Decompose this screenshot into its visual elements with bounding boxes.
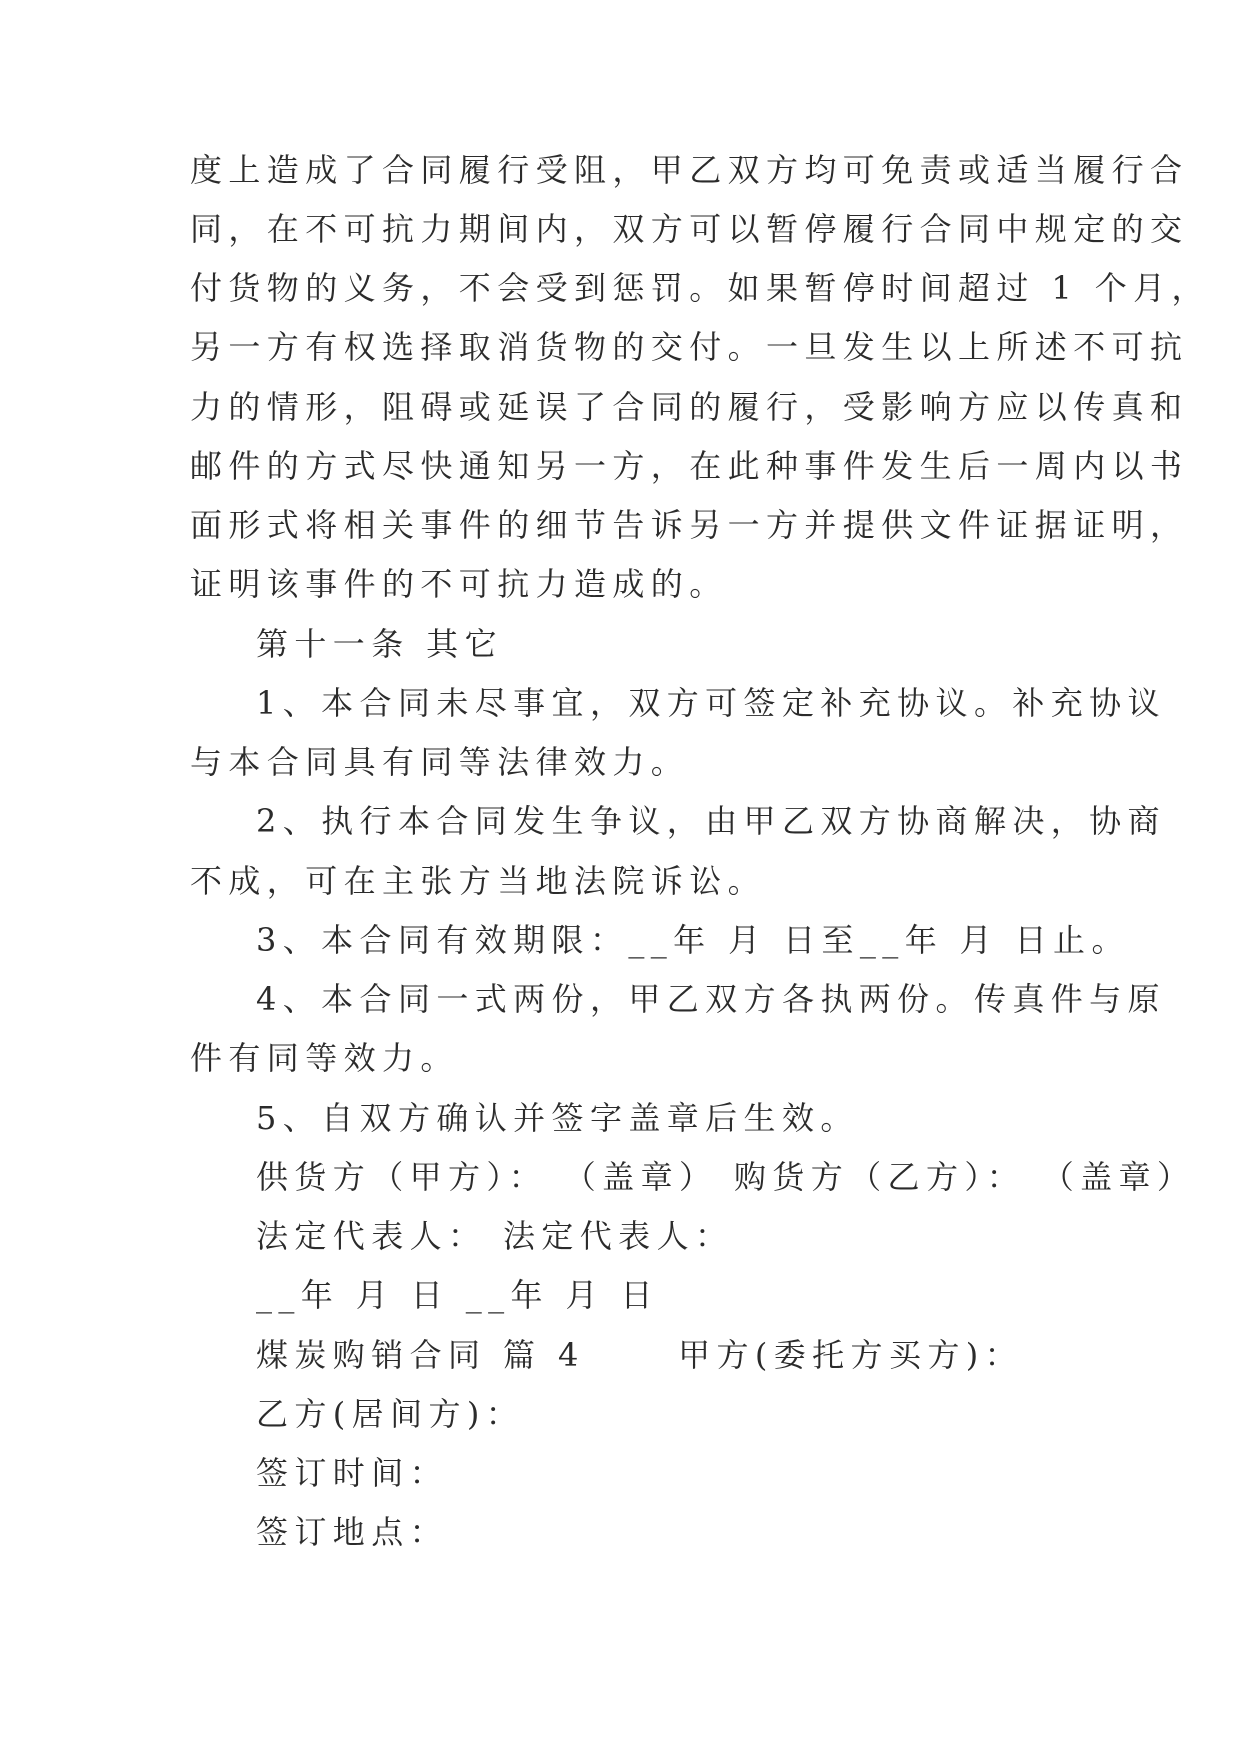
contract-title-line: 煤炭购销合同 篇 4 甲方(委托方买方)： — [256, 1336, 1024, 1374]
signature-line: 法定代表人： 法定代表人： — [256, 1217, 734, 1255]
clause-line: 不成，可在主张方当地法院诉讼。 — [190, 862, 767, 900]
paragraph-line: 另一方有权选择取消货物的交付。一旦发生以上所述不可抗 — [190, 328, 1189, 366]
clause-line: 件有同等效力。 — [190, 1039, 459, 1077]
clause-line: 与本合同具有同等法律效力。 — [190, 743, 690, 781]
paragraph-line: 邮件的方式尽快通知另一方，在此种事件发生后一周内以书 — [190, 447, 1189, 485]
clause-line: 1、本合同未尽事宜，双方可签定补充协议。补充协议 — [256, 684, 1166, 722]
signature-line: 供货方（甲方）： （盖章） 购货方（乙方）： （盖章） — [256, 1158, 1196, 1196]
paragraph-line: 力的情形，阻碍或延误了合同的履行，受影响方应以传真和 — [190, 388, 1189, 426]
clause-line: 5、自双方确认并签字盖章后生效。 — [256, 1099, 859, 1137]
paragraph-line: 度上造成了合同履行受阻，甲乙双方均可免责或适当履行合 — [190, 151, 1189, 189]
signing-time-line: 签订时间： — [256, 1454, 449, 1492]
paragraph-line: 付货物的义务，不会受到惩罚。如果暂停时间超过 1 个月， — [190, 269, 1210, 307]
section-heading: 第十一条 其它 — [256, 625, 503, 663]
clause-line: 2、执行本合同发生争议，由甲乙双方协商解决，协商 — [256, 802, 1166, 840]
party-line: 乙方(居间方)： — [256, 1395, 525, 1433]
clause-line: 3、本合同有效期限：__年 月 日至__年 月 日止。 — [256, 921, 1130, 959]
paragraph-line: 同，在不可抗力期间内，双方可以暂停履行合同中规定的交 — [190, 210, 1189, 248]
signing-place-line: 签订地点： — [256, 1513, 449, 1551]
paragraph-line: 证明该事件的不可抗力造成的。 — [190, 565, 728, 603]
paragraph-line: 面形式将相关事件的细节告诉另一方并提供文件证据证明， — [190, 506, 1189, 544]
clause-line: 4、本合同一式两份，甲乙双方各执两份。传真件与原 — [256, 980, 1166, 1018]
date-line: __年 月 日 __年 月 日 — [256, 1276, 659, 1314]
